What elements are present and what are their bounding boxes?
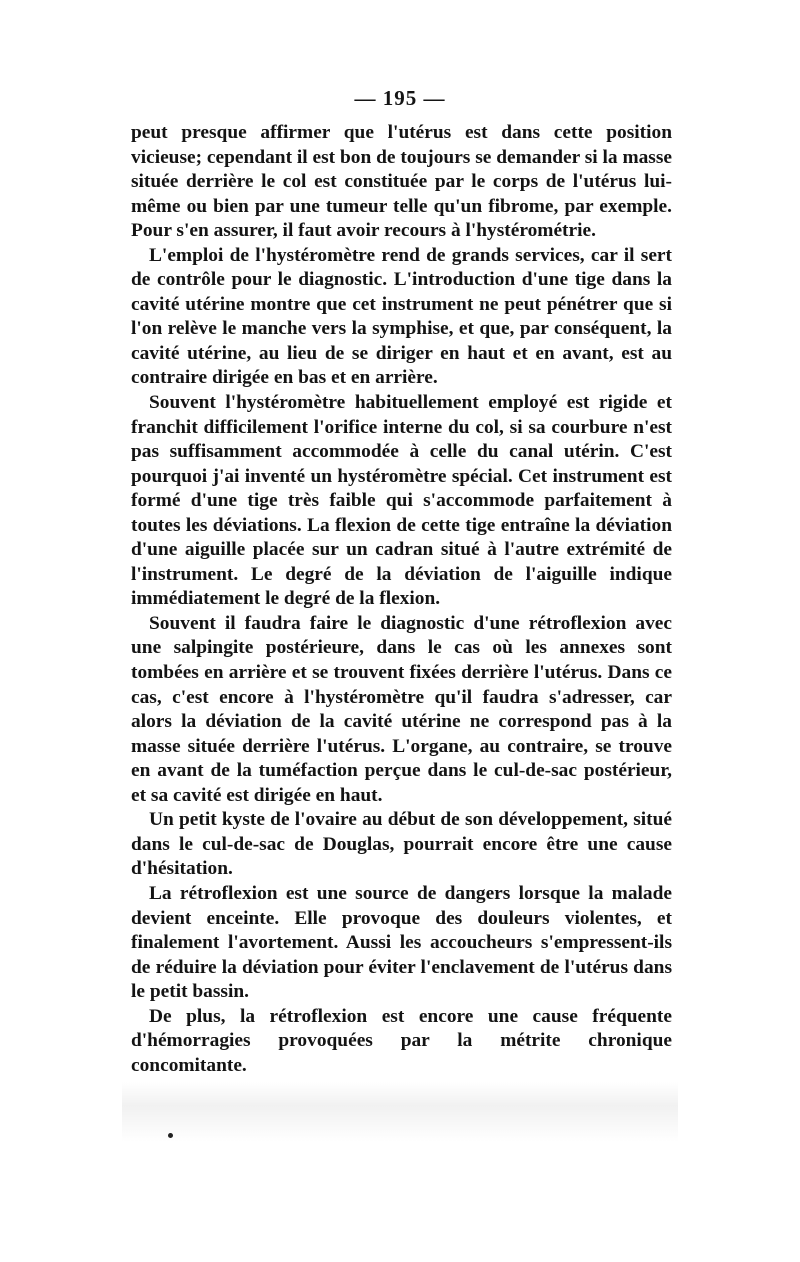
paragraph-7: De plus, la rétroflexion est encore une cause fréquente d'hémorragies provoquées par la métrite chronique concomitante. (131, 1005, 672, 1076)
body-text (131, 121, 672, 1078)
paragraph-3: Souvent l'hystéromètre habituellement employé est rigide et franchit difficilement l'orifice interne du col, si sa courbure n'est pas suffisamment accommodée à celle du canal utérin. C'est pourquoi j'ai inventé un hystéromètre spécial. Cet instrument est formé d'une tige très faible qui s'accommode parfaitement à toutes les déviations. La flexion de cette tige entraîne la déviation d'une aiguille placée sur un cadran situé à l'autre extrémité de l'instrument. Le degré de la déviation de l'aiguille indique immédiatement le degré de la flexion. (131, 392, 672, 610)
paragraph-4: Souvent il faudra faire le diagnostic d'une rétroflexion avec une salpingite postérieure, dans le cas où les annexes sont tombées en arrière et se trouvent fixées derrière l'utérus. Dans ce cas, c'est encore à l'hystéromètre qu'il faudra s'adresser, car alors la déviation de la cavité utérine ne correspond pas à la masse située derrière l'utérus. L'organe, au contraire, se trouve en avant de la tuméfaction perçue dans le cul-de-sac postérieur, et sa cavité est dirigée en haut. (131, 612, 672, 806)
paragraph-1: peut presque affirmer que l'utérus est dans cette position vicieuse; cependant il est bon de toujours se demander si la masse située derrière le col est constituée par le corps de l'utérus lui-même ou bien par une tumeur telle qu'un fibrome, par exemple. Pour s'en assurer, il faut avoir recours à l'hystérométrie. (131, 122, 672, 242)
page-number: — 195 — (354, 86, 446, 110)
ink-dot (168, 1133, 173, 1138)
paragraph-5: Un petit kyste de l'ovaire au début de son développement, situé dans le cul-de-sac de Douglas, pourrait encore être une cause d'hésitation. (131, 809, 672, 880)
show-through-shading (122, 1082, 678, 1142)
paragraph-2: L'emploi de l'hystéromètre rend de grands services, car il sert de contrôle pour le diagnostic. L'introduction d'une tige dans la cavité utérine montre que cet instrument ne peut pénétrer que si l'on relève le manche vers la symphise, et que, par conséquent, la cavité utérine, au lieu de se diriger en haut et en avant, est au contraire dirigée en bas et en arrière. (131, 244, 672, 389)
paragraph-6: La rétroflexion est une source de dangers lorsque la malade devient enceinte. Elle provoque des douleurs violentes, et finalement l'avortement. Aussi les accoucheurs s'empressent-ils de réduire la déviation pour éviter l'enclavement de l'utérus dans le petit bassin. (131, 882, 672, 1003)
